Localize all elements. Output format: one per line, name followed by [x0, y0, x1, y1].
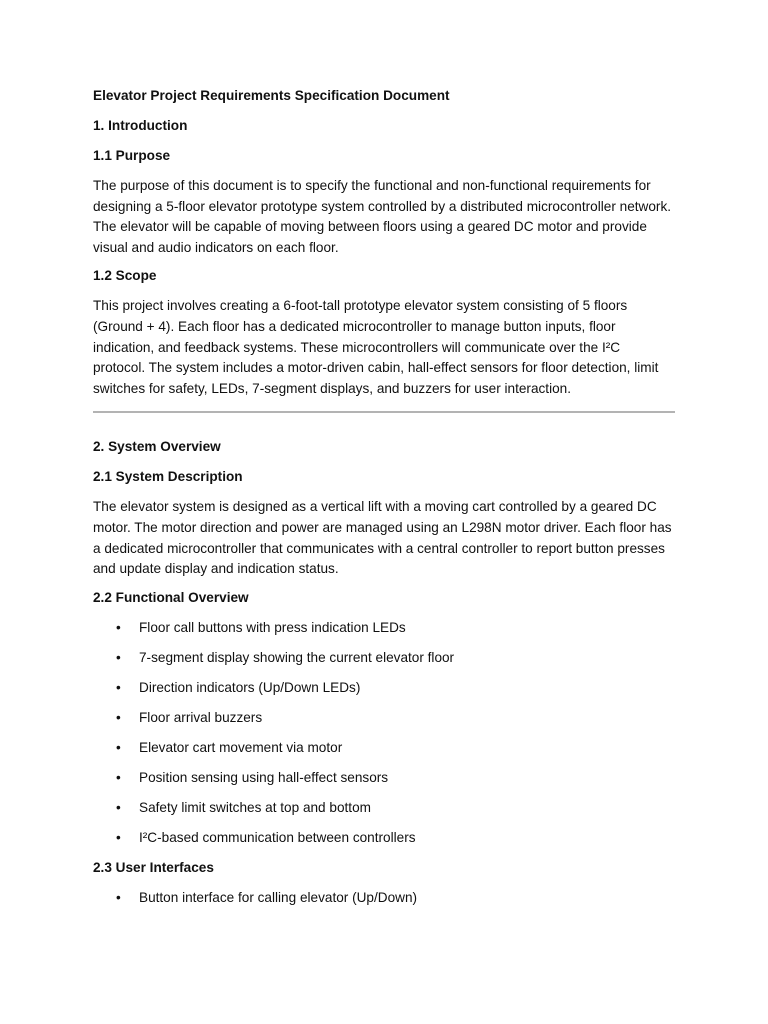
bullet-icon: • [116, 679, 121, 695]
list-item-text: Elevator cart movement via motor [139, 739, 343, 755]
bullet-icon: • [116, 889, 121, 905]
list-item [93, 618, 675, 638]
section-heading-system-description: 2.1 System Description [93, 469, 243, 485]
purpose-paragraph: The purpose of this document is to specify the functional and non-functional requirements for designing a 5-floor elevator prototype system controlled by a distributed microcontroller network. The elevator will be capable of moving between floors using a geared DC motor and provide visual and audio indicators on each floor. [93, 178, 672, 255]
bullet-icon: • [116, 709, 121, 725]
bullet-icon: • [116, 619, 121, 635]
list-item-text: Safety limit switches at top and bottom [139, 799, 371, 815]
bullet-icon: • [116, 769, 121, 785]
list-item [93, 678, 675, 698]
list-item-text: Button interface for calling elevator (Up/Down) [139, 889, 418, 905]
scope-paragraph: This project involves creating a 6-foot-tall prototype elevator system consisting of 5 floors (Ground + 4). Each floor has a dedicated microcontroller to manage button inputs, floor indication, and feedback systems. These microcontrollers will communicate over the I²C protocol. The system includes a motor-driven cabin, hall-effect sensors for floor detection, limit switches for safety, LEDs, 7-segment displays, and buzzers for user interaction. [93, 298, 659, 396]
functional-overview-list [93, 618, 675, 848]
list-item [93, 708, 675, 728]
list-item-text: Direction indicators (Up/Down LEDs) [139, 679, 361, 695]
system-description-paragraph: The elevator system is designed as a vertical lift with a moving cart controlled by a geared DC motor. The motor direction and power are managed using an L298N motor driver. Each floor has a dedicated microcontroller that communicates with a central controller to report button presses and update display and indication status. [93, 499, 672, 577]
horizontal-divider [93, 411, 675, 413]
list-item [93, 768, 675, 788]
section-heading-scope: 1.2 Scope [93, 268, 157, 284]
document-title: Elevator Project Requirements Specification Document [93, 88, 450, 103]
user-interfaces-list [93, 888, 675, 908]
section-heading-user-interfaces: 2.3 User Interfaces [93, 859, 214, 875]
section-heading-system-overview: 2. System Overview [93, 439, 221, 455]
list-item-text: I²C-based communication between controllers [139, 829, 416, 845]
section-heading-introduction: 1. Introduction [93, 118, 188, 133]
list-item [93, 828, 675, 848]
list-item [93, 798, 675, 818]
section-heading-functional-overview: 2.2 Functional Overview [93, 589, 249, 605]
bullet-icon: • [116, 799, 121, 815]
bullet-icon: • [116, 649, 121, 665]
bullet-icon: • [116, 829, 121, 845]
list-item [93, 888, 675, 908]
section-heading-purpose: 1.1 Purpose [93, 148, 171, 163]
list-item-text: 7-segment display showing the current elevator floor [139, 649, 455, 665]
bullet-icon: • [116, 739, 121, 755]
list-item-text: Position sensing using hall-effect sensors [139, 769, 389, 785]
list-item-text: Floor arrival buzzers [139, 709, 263, 725]
list-item-text: Floor call buttons with press indication LEDs [139, 619, 406, 635]
list-item [93, 648, 675, 668]
list-item [93, 738, 675, 758]
